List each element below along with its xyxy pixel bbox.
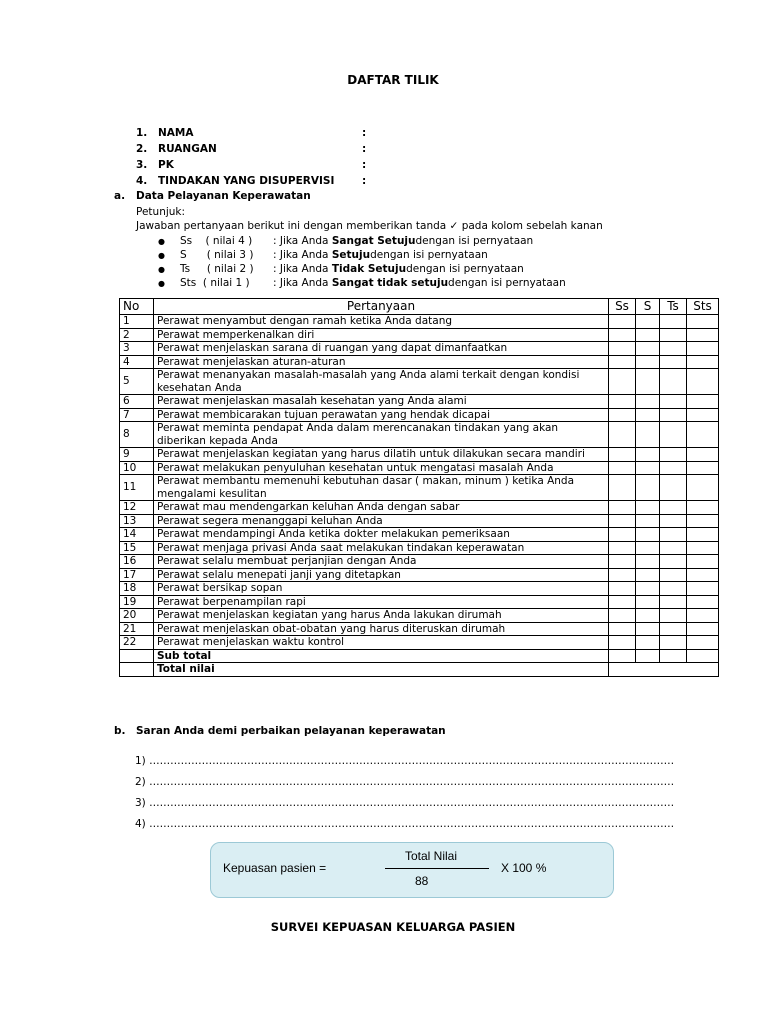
identity-colon: : [362,143,367,155]
scale-code: Sts ( nilai 1 ) [180,277,250,289]
bullet-icon: ● [158,236,165,246]
row-question: Perawat meminta pendapat Anda dalam merencanakan tindakan yang akan diberikan kepada Anda [154,422,609,448]
scale-item [158,248,566,262]
row-question: Perawat menjelaskan sarana di ruangan yang dapat dimanfaatkan [154,342,609,356]
answer-cell-ts[interactable] [660,622,687,636]
formula-numerator: Total Nilai [405,849,458,863]
section-b-title: Saran Anda demi perbaikan pelayanan keperawatan [136,725,446,737]
answer-cell-sts[interactable] [687,342,719,356]
answer-cell-sts[interactable] [687,448,719,462]
document-title: DAFTAR TILIK [347,73,439,87]
row-question: Perawat menjelaskan obat-obatan yang harus diteruskan dirumah [154,622,609,636]
scale-pre: : Jika Anda [273,249,329,261]
row-number: 7 [120,408,154,422]
row-number: 18 [120,582,154,596]
answer-cell-sts[interactable] [687,609,719,623]
answer-cell-ss[interactable] [609,555,636,569]
row-question: Perawat menjelaskan kegiatan yang harus Anda lakukan dirumah [154,609,609,623]
section-b-mark: b. [114,725,126,737]
survey-table [119,298,719,677]
table-row [120,408,719,422]
suggestion-number: 1) [135,755,146,767]
answer-cell-sts[interactable] [687,475,719,501]
section-a-title: Data Pelayanan Keperawatan [136,190,311,202]
row-question: Perawat segera menanggapi keluhan Anda [154,514,609,528]
answer-cell-sts[interactable] [687,555,719,569]
answer-cell-s[interactable] [636,395,660,409]
table-row [120,595,719,609]
row-number: 13 [120,514,154,528]
identity-number: 2. [136,143,148,155]
header-sts: Sts [687,299,719,315]
footer-title: SURVEI KEPUASAN KELUARGA PASIEN [270,920,516,934]
table-row [120,369,719,395]
answer-cell-ts[interactable] [660,475,687,501]
row-question: Perawat bersikap sopan [154,582,609,596]
answer-cell-s[interactable] [636,355,660,369]
answer-cell-sts[interactable] [687,395,719,409]
scale-pre: : Jika Anda [273,235,329,247]
instructions [136,206,603,234]
identity-colon: : [362,175,367,187]
suggestion-dots: …………………………………………………………………………………………………………………………………… [149,755,675,767]
scale-bold: Setuju [331,249,371,261]
suggestion-dots: …………………………………………………………………………………………………………………………………… [149,797,675,809]
total-label: Total nilai [154,663,609,677]
answer-cell-ts[interactable] [660,461,687,475]
row-question: Perawat selalu membuat perjanjian dengan Anda [154,555,609,569]
identity-label: PK [158,159,174,171]
row-question: Perawat mendampingi Anda ketika dokter melakukan pemeriksaan [154,528,609,542]
suggestion-line[interactable] [135,755,674,776]
row-number: 17 [120,568,154,582]
suggestion-number: 2) [135,776,146,788]
row-number: 21 [120,622,154,636]
answer-cell-ts[interactable] [660,369,687,395]
row-number: 11 [120,475,154,501]
table-row [120,422,719,448]
subtotal-no-cell [120,649,154,663]
table-row [120,315,719,329]
table-row [120,609,719,623]
answer-cell-s[interactable] [636,528,660,542]
answer-cell-sts[interactable] [687,595,719,609]
header-ts: Ts [660,299,687,315]
row-question: Perawat membantu memenuhi kebutuhan dasar ( makan, minum ) ketika Anda mengalami kesulitan [154,475,609,501]
scale-code: Ts ( nilai 2 ) [180,263,254,275]
instructions-text-before: Jawaban pertanyaan berikut ini dengan memberikan tanda [136,220,450,232]
suggestion-dots: …………………………………………………………………………………………………………………………………… [149,776,675,788]
answer-cell-ss[interactable] [609,609,636,623]
answer-cell-ss[interactable] [609,355,636,369]
row-number: 16 [120,555,154,569]
row-question: Perawat menanyakan masalah-masalah yang Anda alami terkait dengan kondisi kesehatan Anda [154,369,609,395]
table-row [120,461,719,475]
total-no-cell [120,663,154,677]
answer-cell-ts[interactable] [660,595,687,609]
answer-cell-sts[interactable] [687,315,719,329]
answer-cell-sts[interactable] [687,408,719,422]
row-number: 1 [120,315,154,329]
answer-cell-ts[interactable] [660,328,687,342]
answer-cell-sts[interactable] [687,461,719,475]
answer-cell-s[interactable] [636,342,660,356]
section-b-heading [114,725,446,737]
answer-cell-s[interactable] [636,448,660,462]
identity-item [136,143,366,159]
answer-cell-sts[interactable] [687,582,719,596]
scale-pre: : Jika Anda [273,277,329,289]
answer-cell-ss[interactable] [609,582,636,596]
identity-colon: : [362,159,367,171]
row-number: 5 [120,369,154,395]
answer-cell-s[interactable] [636,541,660,555]
suggestion-line[interactable] [135,818,674,839]
answer-cell-ss[interactable] [609,475,636,501]
identity-colon: : [362,127,367,139]
row-question: Perawat menyambut dengan ramah ketika Anda datang [154,315,609,329]
row-number: 15 [120,541,154,555]
table-row [120,555,719,569]
checkmark-icon: ✓ [449,220,459,232]
formula-box [210,842,614,898]
row-question: Perawat menjaga privasi Anda saat melakukan tindakan keperawatan [154,541,609,555]
row-number: 8 [120,422,154,448]
answer-cell-s[interactable] [636,636,660,650]
answer-cell-s[interactable] [636,582,660,596]
answer-cell-ss[interactable] [609,395,636,409]
answer-cell-ss[interactable] [609,408,636,422]
table-row [120,528,719,542]
answer-cell-ss[interactable] [609,541,636,555]
suggestion-line[interactable] [135,776,674,797]
table-row [120,328,719,342]
answer-cell-ss[interactable] [609,328,636,342]
answer-cell-ts[interactable] [660,448,687,462]
identity-list [136,127,366,191]
scale-pre: : Jika Anda [273,263,329,275]
row-number: 12 [120,501,154,515]
suggestion-number: 4) [135,818,146,830]
answer-cell-sts[interactable] [687,541,719,555]
table-row [120,475,719,501]
instructions-text [136,220,603,234]
answer-cell-s[interactable] [636,501,660,515]
row-number: 20 [120,609,154,623]
row-number: 3 [120,342,154,356]
scale-post: dengan isi pernyataan [406,263,524,275]
suggestion-number: 3) [135,797,146,809]
answer-cell-ts[interactable] [660,636,687,650]
answer-cell-sts[interactable] [687,528,719,542]
table-row [120,622,719,636]
row-question: Perawat menjelaskan masalah kesehatan yang Anda alami [154,395,609,409]
instructions-label: Petunjuk: [136,206,186,218]
table-row [120,355,719,369]
answer-cell-ss[interactable] [609,568,636,582]
answer-cell-s[interactable] [636,461,660,475]
header-s: S [636,299,660,315]
bullet-icon: ● [158,278,165,288]
identity-item [136,127,366,143]
answer-cell-s[interactable] [636,568,660,582]
formula-denominator: 88 [415,874,429,888]
row-question: Perawat membicarakan tujuan perawatan yang hendak dicapai [154,408,609,422]
suggestion-line[interactable] [135,797,674,818]
scale-post: dengan isi pernyataan [415,235,534,247]
scale-code: Ss ( nilai 4 ) [180,235,253,247]
answer-cell-sts[interactable] [687,514,719,528]
table-row [120,541,719,555]
answer-cell-ts[interactable] [660,541,687,555]
scale-code: S ( nilai 3 ) [180,249,254,261]
section-a-mark: a. [114,190,126,202]
answer-cell-ts[interactable] [660,315,687,329]
answer-cell-s[interactable] [636,595,660,609]
answer-cell-ss[interactable] [609,315,636,329]
answer-cell-ts[interactable] [660,342,687,356]
answer-cell-sts[interactable] [687,328,719,342]
row-number: 9 [120,448,154,462]
answer-cell-ss[interactable] [609,528,636,542]
row-number: 2 [120,328,154,342]
answer-cell-ts[interactable] [660,582,687,596]
row-number: 22 [120,636,154,650]
answer-cell-sts[interactable] [687,369,719,395]
header-ss: Ss [609,299,636,315]
answer-cell-ts[interactable] [660,501,687,515]
table-row [120,342,719,356]
row-question: Perawat melakukan penyuluhan kesehatan untuk mengatasi masalah Anda [154,461,609,475]
answer-cell-s[interactable] [636,408,660,422]
answer-cell-ss[interactable] [609,422,636,448]
identity-item [136,159,366,175]
scale-legend [158,234,566,290]
formula-multiplier: X 100 % [501,861,547,875]
row-number: 19 [120,595,154,609]
answer-cell-sts[interactable] [687,622,719,636]
row-number: 4 [120,355,154,369]
identity-label: NAMA [158,127,194,139]
section-a-heading [114,190,311,202]
subtotal-s-cell[interactable] [636,649,660,663]
instructions-text-after: pada kolom sebelah kanan [458,220,603,232]
answer-cell-ss[interactable] [609,501,636,515]
table-row [120,395,719,409]
subtotal-sts-cell[interactable] [687,649,719,663]
scale-bold: Sangat tidak setuju [331,277,449,289]
answer-cell-s[interactable] [636,422,660,448]
table-row [120,514,719,528]
answer-cell-ss[interactable] [609,369,636,395]
answer-cell-ss[interactable] [609,636,636,650]
fraction-bar [385,868,489,869]
answer-cell-ts[interactable] [660,528,687,542]
subtotal-row [120,649,719,663]
answer-cell-sts[interactable] [687,501,719,515]
row-number: 10 [120,461,154,475]
total-value-cell[interactable] [609,663,719,677]
answer-cell-sts[interactable] [687,568,719,582]
identity-label: RUANGAN [158,143,217,155]
subtotal-ss-cell[interactable] [609,649,636,663]
answer-cell-ts[interactable] [660,408,687,422]
table-row [120,636,719,650]
table-row [120,448,719,462]
table-row [120,568,719,582]
answer-cell-s[interactable] [636,475,660,501]
identity-item [136,175,366,191]
scale-item [158,234,566,248]
answer-cell-s[interactable] [636,328,660,342]
suggestion-dots: …………………………………………………………………………………………………………………………………… [149,818,675,830]
answer-cell-s[interactable] [636,514,660,528]
identity-number: 1. [136,127,148,139]
answer-cell-ts[interactable] [660,355,687,369]
total-row [120,663,719,677]
answer-cell-s[interactable] [636,555,660,569]
answer-cell-ts[interactable] [660,568,687,582]
answer-cell-ts[interactable] [660,555,687,569]
row-number: 14 [120,528,154,542]
row-question: Perawat memperkenalkan diri [154,328,609,342]
survey-table-body [120,315,719,650]
formula-label: Kepuasan pasien = [223,861,327,875]
row-question: Perawat berpenampilan rapi [154,595,609,609]
table-row [120,582,719,596]
answer-cell-sts[interactable] [687,422,719,448]
answer-cell-s[interactable] [636,622,660,636]
answer-cell-s[interactable] [636,315,660,329]
row-question: Perawat selalu menepati janji yang ditetapkan [154,568,609,582]
row-question: Perawat menjelaskan kegiatan yang harus dilatih untuk dilakukan secara mandiri [154,448,609,462]
identity-number: 4. [136,175,148,187]
answer-cell-ss[interactable] [609,622,636,636]
row-question: Perawat menjelaskan waktu kontrol [154,636,609,650]
table-row [120,501,719,515]
subtotal-label: Sub total [154,649,609,663]
scale-item [158,262,566,276]
scale-post: dengan isi pernyataan [370,249,488,261]
bullet-icon: ● [158,264,165,274]
answer-cell-sts[interactable] [687,355,719,369]
answer-cell-ts[interactable] [660,395,687,409]
suggestions-list [135,755,674,839]
scale-bold: Sangat Setuju [331,235,416,247]
scale-item [158,276,566,290]
answer-cell-ss[interactable] [609,595,636,609]
header-no: No [120,299,154,315]
scale-bold: Tidak Setuju [331,263,407,275]
answer-cell-ts[interactable] [660,422,687,448]
identity-number: 3. [136,159,148,171]
subtotal-ts-cell[interactable] [660,649,687,663]
answer-cell-ss[interactable] [609,514,636,528]
answer-cell-ts[interactable] [660,514,687,528]
row-number: 6 [120,395,154,409]
answer-cell-ss[interactable] [609,461,636,475]
answer-cell-s[interactable] [636,609,660,623]
identity-label: TINDAKAN YANG DISUPERVISI [158,175,335,187]
header-question: Pertanyaan [154,299,609,315]
answer-cell-ts[interactable] [660,609,687,623]
bullet-icon: ● [158,250,165,260]
row-question: Perawat mau mendengarkan keluhan Anda dengan sabar [154,501,609,515]
row-question: Perawat menjelaskan aturan-aturan [154,355,609,369]
answer-cell-ss[interactable] [609,342,636,356]
scale-post: dengan isi pernyataan [448,277,566,289]
table-header-row [120,299,719,315]
answer-cell-ss[interactable] [609,448,636,462]
answer-cell-sts[interactable] [687,636,719,650]
answer-cell-s[interactable] [636,369,660,395]
